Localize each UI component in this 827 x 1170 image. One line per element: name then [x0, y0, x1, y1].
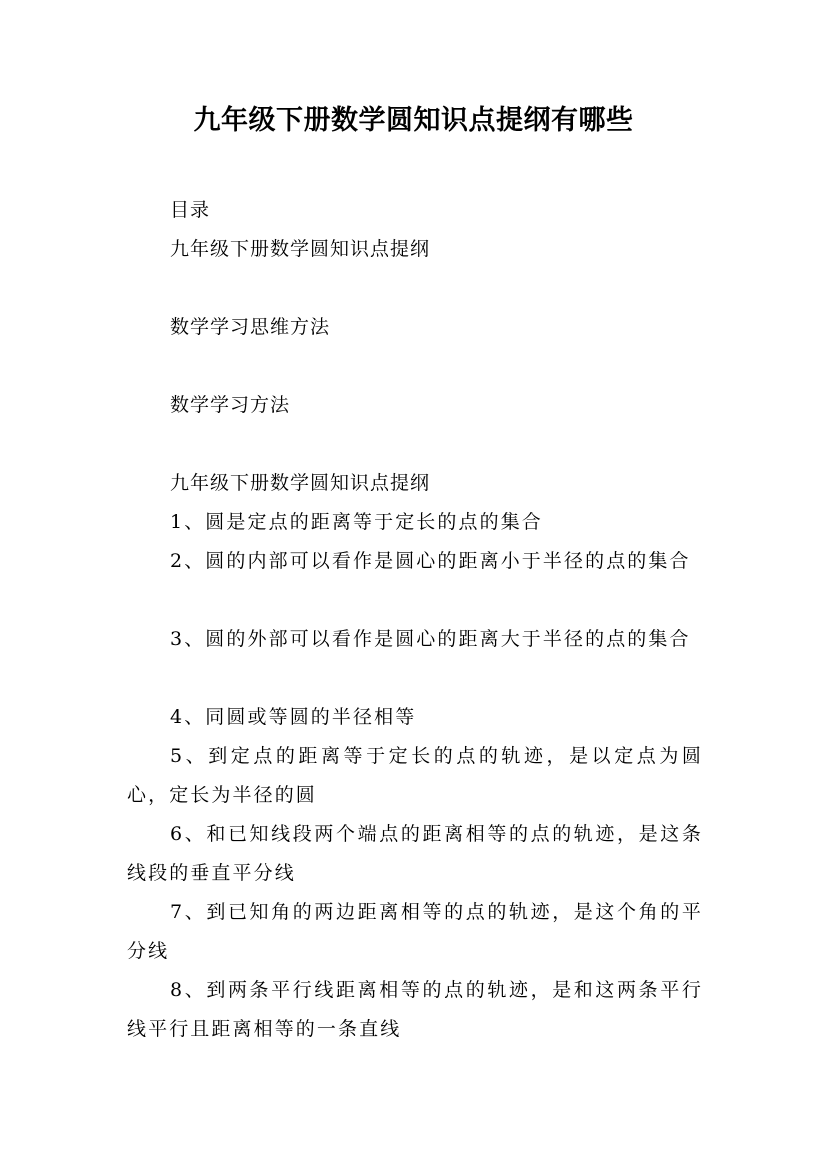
knowledge-point: 8、到两条平行线距离相等的点的轨迹，是和这两条平行线平行且距离相等的一条直线 [127, 979, 703, 1040]
toc-heading: 目录 [170, 199, 211, 221]
document-title: 九年级下册数学圆知识点提纲有哪些 [193, 105, 634, 136]
knowledge-point: 5、到定点的距离等于定长的点的轨迹，是以定点为圆心，定长为半径的圆 [127, 745, 703, 806]
toc-item: 九年级下册数学圆知识点提纲 [170, 238, 431, 260]
knowledge-point: 6、和已知线段两个端点的距离相等的点的轨迹，是这条线段的垂直平分线 [127, 823, 703, 884]
section-heading: 九年级下册数学圆知识点提纲 [170, 472, 431, 494]
knowledge-point: 3、圆的外部可以看作是圆心的距离大于半径的点的集合 [170, 628, 691, 650]
knowledge-point: 7、到已知角的两边距离相等的点的轨迹，是这个角的平分线 [127, 901, 703, 962]
toc-item: 数学学习思维方法 [170, 316, 331, 338]
knowledge-point: 1、圆是定点的距离等于定长的点的集合 [170, 511, 543, 533]
knowledge-point: 2、圆的内部可以看作是圆心的距离小于半径的点的集合 [170, 550, 691, 572]
toc-item: 数学学习方法 [170, 394, 291, 416]
knowledge-point: 4、同圆或等圆的半径相等 [170, 706, 417, 728]
